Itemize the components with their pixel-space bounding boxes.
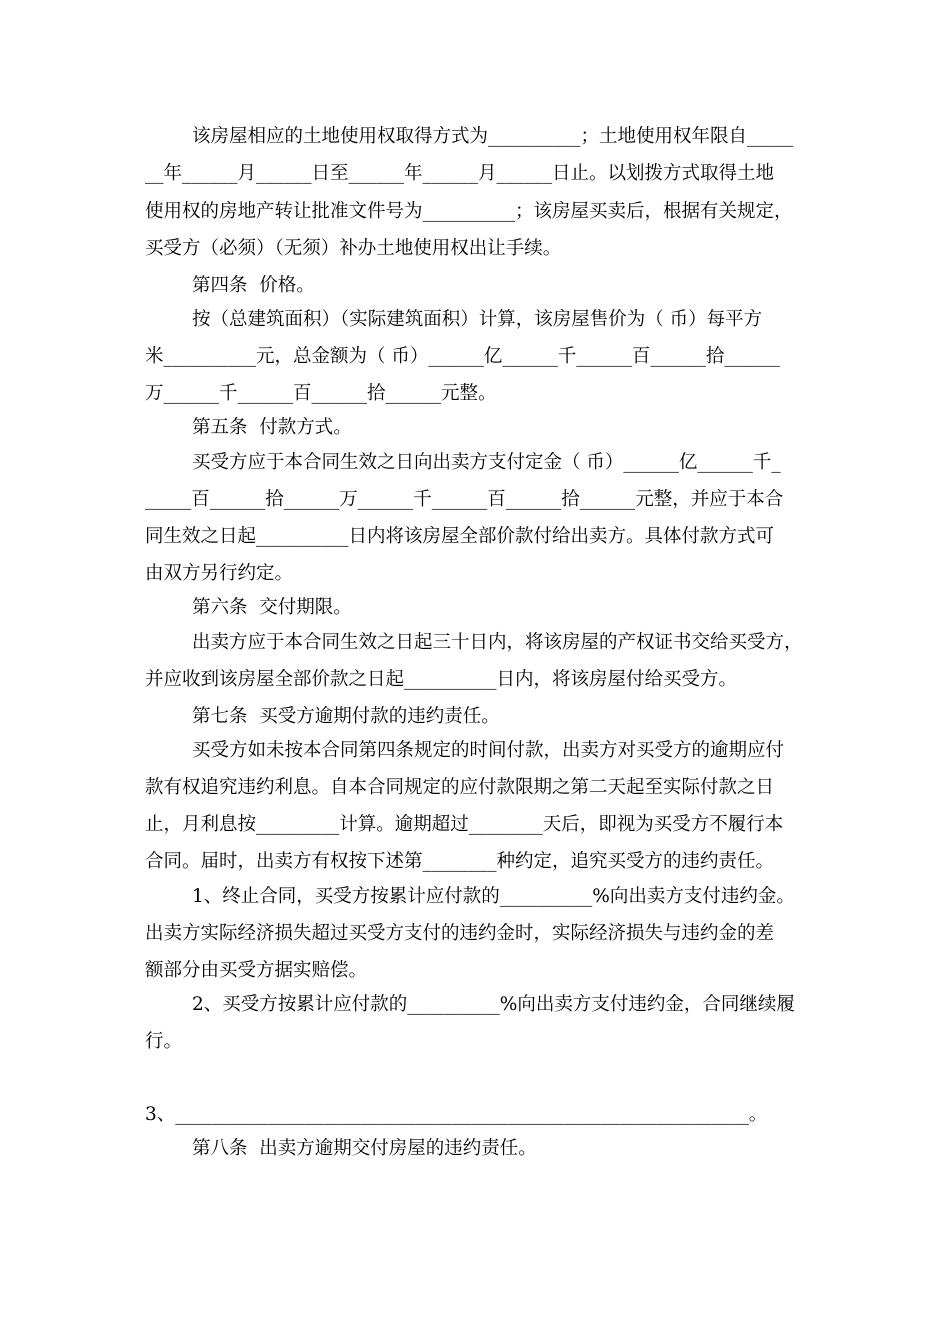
text-line: 买受方应于本合同生效之日向出卖方支付定金（ 币）______亿______千_ (192, 452, 781, 473)
text-line: 按（总建筑面积）（实际建筑面积）计算，该房屋售价为（ 币）每平方 (192, 309, 763, 330)
text-line: 止，月利息按_________计算。逾期超过________天后，即视为买受方不履行本 (145, 814, 784, 835)
text-line: 买受方（必须）（无须）补办土地使用权出让手续。 (145, 238, 562, 259)
text-line: 款有权追究违约利息。自本合同规定的应付款限期之第二天起至实际付款之日 (145, 777, 775, 798)
text-line: 出卖方实际经济损失超过买受方支付的违约金时，实际经济损失与违约金的差 (145, 923, 775, 944)
text-line: 由双方另行约定。 (145, 563, 294, 584)
text-line: 3、______________________________________________________________。 (145, 1104, 768, 1125)
text-line: __年______月______日至______年______月______日止。以划拨方式取得土地 (145, 163, 775, 184)
text-line: 买受方如未按本合同第四条规定的时间付款，出卖方对买受方的逾期应付 (192, 740, 785, 761)
text-line: 2、买受方按累计应付款的__________%向出卖方支付违约金，合同继续履 (192, 994, 795, 1015)
article-heading: 第六条 交付期限。 (192, 597, 352, 618)
text-line: _____百______拾______万______千______百______拾______元整，并应于本合 (145, 489, 784, 510)
text-line: 行。 (145, 1031, 183, 1052)
article-heading: 第五条 付款方式。 (192, 417, 352, 438)
text-line: 合同。届时，出卖方有权按下述第________种约定，追究买受方的违约责任。 (145, 851, 775, 872)
article-heading: 第七条 买受方逾期付款的违约责任。 (192, 706, 500, 727)
text-line: 额部分由买受方据实赔偿。 (145, 960, 368, 981)
article-heading: 第四条 价格。 (192, 275, 315, 296)
text-line: 1、终止合同，买受方按累计应付款的__________%向出卖方支付违约金。 (192, 886, 795, 907)
text-line: 米__________元，总金额为（ 币）______亿______千______百______拾______ (145, 346, 780, 367)
text-line: 并应收到该房屋全部价款之日起__________日内，将该房屋付给买受方。 (145, 669, 738, 690)
text-line: 万______千______百______拾______元整。 (145, 383, 497, 404)
text-line: 使用权的房地产转让批准文件号为__________；该房屋买卖后，根据有关规定， (145, 201, 793, 222)
article-heading: 第八条 出卖方逾期交付房屋的违约责任。 (192, 1138, 537, 1159)
text-line: 同生效之日起__________日内将该房屋全部价款付给出卖方。具体付款方式可 (145, 526, 775, 547)
text-line: 出卖方应于本合同生效之日起三十日内，将该房屋的产权证书交给买受方， (192, 632, 803, 653)
text-line: 该房屋相应的土地使用权取得方式为__________；土地使用权年限自_____ (192, 126, 794, 147)
